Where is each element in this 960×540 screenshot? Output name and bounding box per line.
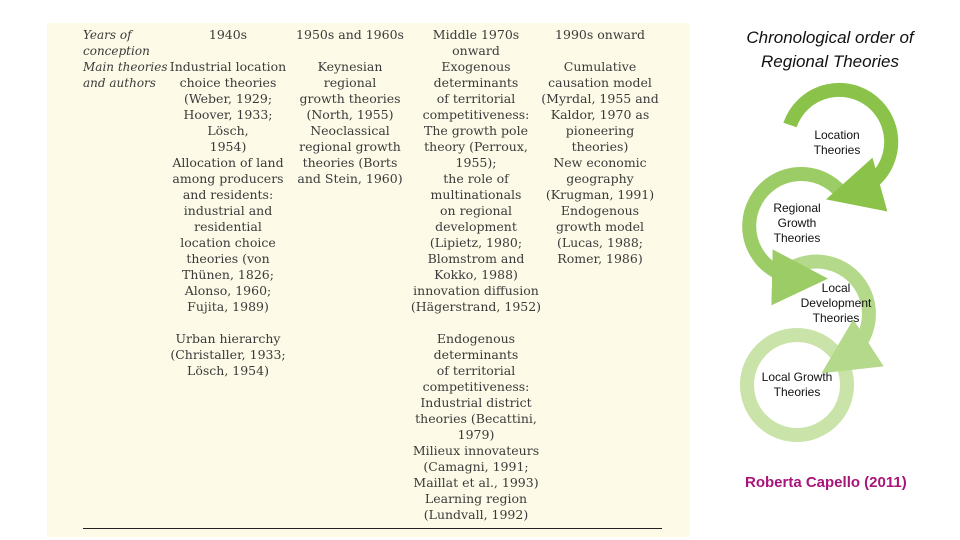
- cell-1970s-exogenous: Exogenous determinants of territorial competitiveness: The growth pole theory (Perroux, 1955); the role of multinationals on regional development (Lipietz, 1980; Blomstrom and Kokko, 1988) innovation diffusion (Hägerstrand, 1952): [410, 59, 542, 314]
- cell-1940s-urban-hierarchy: Urban hierarchy (Christaller, 1933; Lösch, 1954): [170, 331, 286, 378]
- slide-title: Chronological order of Regional Theories: [746, 28, 914, 71]
- column-header-1990s: 1990s onward: [555, 27, 645, 42]
- cell-1950s-keynesian: Keynesian regional growth theories (North, 1955): [299, 59, 401, 122]
- cycle-label-location: Location Theories: [813, 128, 861, 157]
- cell-1970s-endogenous: Endogenous determinants of territorial competitiveness: Industrial district theories (Becattini, 1979) Milieux innovateurs (Camagni, 1991; Maillat et al., 1993) Learning region (Lundvall, 1992): [412, 331, 540, 522]
- column-header-1940s: 1940s: [208, 27, 248, 42]
- row-header-years: Years of conception: [83, 28, 150, 58]
- row-header-theories: Main theories and authors: [83, 60, 168, 90]
- cycle-label-regional-growth: Regional Growth Theories: [773, 201, 821, 245]
- column-header-1950s-1960s: 1950s and 1960s: [296, 27, 404, 42]
- column-header-1970s: Middle 1970s onward: [432, 27, 520, 58]
- cell-1990s-cumulative: Cumulative causation model (Myrdal, 1955 and Kaldor, 1970 as pioneering theories) New economic geography (Krugman, 1991) Endogenous growth model (Lucas, 1988; Romer, 1986): [541, 59, 659, 266]
- cell-1950s-neoclassical: Neoclassical regional growth theories (Borts and Stein, 1960): [297, 123, 403, 186]
- cycle-label-local-growth: Local Growth Theories: [761, 370, 833, 399]
- cell-1940s-industrial-location: Industrial location choice theories (Weber, 1929; Hoover, 1933; Lösch, 1954): [169, 59, 287, 154]
- cell-1940s-land-allocation: Allocation of land among producers and residents: industrial and residential location choice theories (von Thünen, 1826; Alonso, 1960; Fujita, 1989): [172, 155, 284, 314]
- author-credit: Roberta Capello (2011): [745, 474, 907, 491]
- cycle-label-local-development: Local Development Theories: [800, 281, 872, 325]
